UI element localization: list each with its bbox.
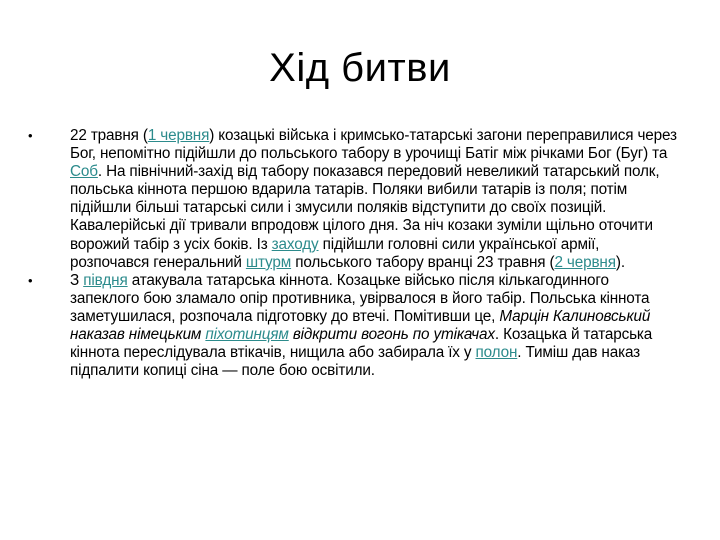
bullet-item	[28, 127, 680, 272]
text-run: атакувала татарська кіннота. Козацьке військо після кількагодинного запеклого бою зламало опір противника, увірвалося в його табір. Польська кіннота заметушилася, розпочала підготовку до втечі. Помітивши це,	[70, 271, 650, 325]
bullet-text	[70, 127, 677, 271]
text-run: . Козацька й татарська кіннота переслідувала втікачів, нищила або забирала їх у	[70, 326, 653, 362]
bullet-icon: •	[28, 128, 33, 143]
text-run: 22 травня (	[70, 127, 148, 144]
text-link[interactable]: Соб	[70, 163, 98, 181]
text-run: ).	[615, 253, 625, 271]
bullet-text	[70, 272, 652, 379]
text-run: . Тиміш дав наказ підпалити копиці сіна — поле бою освітили.	[70, 344, 641, 380]
text-link[interactable]: 1 червня	[147, 127, 210, 144]
text-link[interactable]: штурм	[245, 253, 292, 271]
text-run: Марцін Калиновський наказав німецьким	[70, 307, 651, 344]
slide-title: Хід битви	[269, 46, 451, 90]
text-run: підійшли головні сили української армії, розпочався генеральний	[70, 235, 600, 271]
text-run: З	[70, 271, 84, 289]
text-run: ) козацькі війська і кримсько-татарські загони переправилися через Бог, непомітно підійшли до польського табору в урочищі Батіг між річками Бог (Буг) та	[70, 127, 677, 163]
text-run: польського табору вранці 23 травня (	[291, 253, 555, 271]
text-link[interactable]: півдня	[83, 271, 128, 289]
text-link[interactable]: 2 червня	[554, 253, 616, 271]
text-link[interactable]: піхотинцям	[205, 326, 289, 344]
bullet-list	[28, 127, 680, 380]
bullet-item	[28, 272, 680, 381]
bullet-icon: •	[28, 272, 33, 288]
text-link[interactable]: заходу	[271, 235, 319, 253]
text-link[interactable]: полон	[475, 344, 518, 362]
text-run: . На північний-захід від табору показався передовий невеликий татарський полк, польська кіннота першою вдарила татарів. Поляки вибили татарів із поля; потім підійшли більші татарські сили і змусили поляків відступити до своїх позицій. Кавалерійські дії тривали впродовж цілого дня. За ніч козаки зуміли щільно оточити ворожий табір з усіх боків. Із	[70, 163, 660, 253]
text-run: відкрити вогонь по утікачах	[288, 326, 495, 344]
